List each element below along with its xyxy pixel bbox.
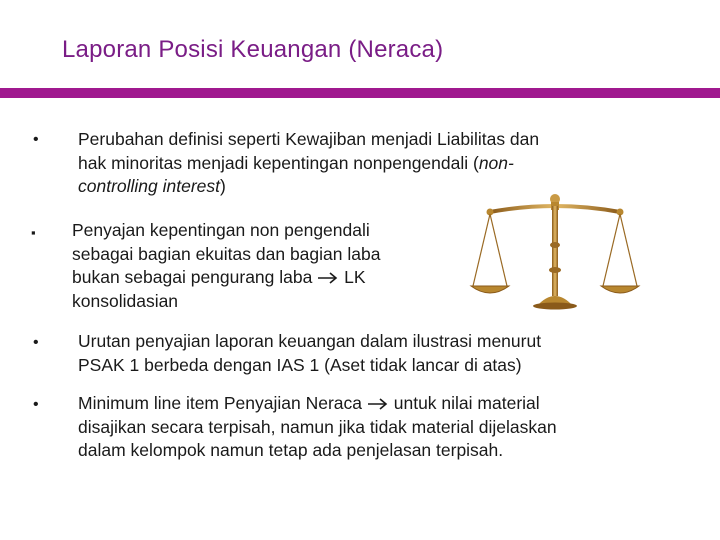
bullet-1-line-1: Perubahan definisi seperti Kewajiban menjadi Liabilitas dan xyxy=(78,129,540,149)
bullet-4-line-2: disajikan secara terpisah, namun jika tidak material dijelaskan xyxy=(78,416,557,437)
slide-title: Laporan Posisi Keuangan (Neraca) xyxy=(62,36,444,63)
right-arrow-icon xyxy=(317,272,339,284)
bullet-3-line-1: Urutan penyajian laporan keuangan dalam ilustrasi menurut xyxy=(78,331,542,351)
bullet-2-line-1: Penyajan kepentingan non pengendali xyxy=(72,220,370,240)
bullet-3-text xyxy=(78,330,698,377)
bullet-2-line-4: konsolidasian xyxy=(72,290,179,311)
bullet-4-text xyxy=(78,392,708,463)
bullet-2-text xyxy=(72,219,462,313)
bullet-1-line-2: hak minoritas menjadi kepentingan nonpengendali (non- xyxy=(78,152,514,173)
bullet-marker: ▪ xyxy=(31,225,36,240)
bullet-marker: • xyxy=(33,396,39,413)
bullet-4-line-3: dalam kelompok namun tetap ada penjelasan terpisah. xyxy=(78,440,504,460)
bullet-marker: • xyxy=(33,334,39,351)
bullet-2-line-2: sebagai bagian ekuitas dan bagian laba xyxy=(72,243,381,264)
right-arrow-icon xyxy=(367,398,389,410)
bullet-3-line-2: PSAK 1 berbeda dengan IAS 1 (Aset tidak lancar di atas) xyxy=(78,354,522,375)
bullet-marker: • xyxy=(33,131,39,148)
bullet-2-line-3: bukan sebagai pengurang laba LK xyxy=(72,267,366,287)
bullet-4-line-1: Minimum line item Penyajian Neraca untuk nilai material xyxy=(78,393,540,413)
bullet-1-line-3: controlling interest) xyxy=(78,176,226,196)
balance-scale-icon xyxy=(465,190,645,310)
bullet-1-text xyxy=(78,128,678,199)
title-divider-bar xyxy=(0,88,720,98)
